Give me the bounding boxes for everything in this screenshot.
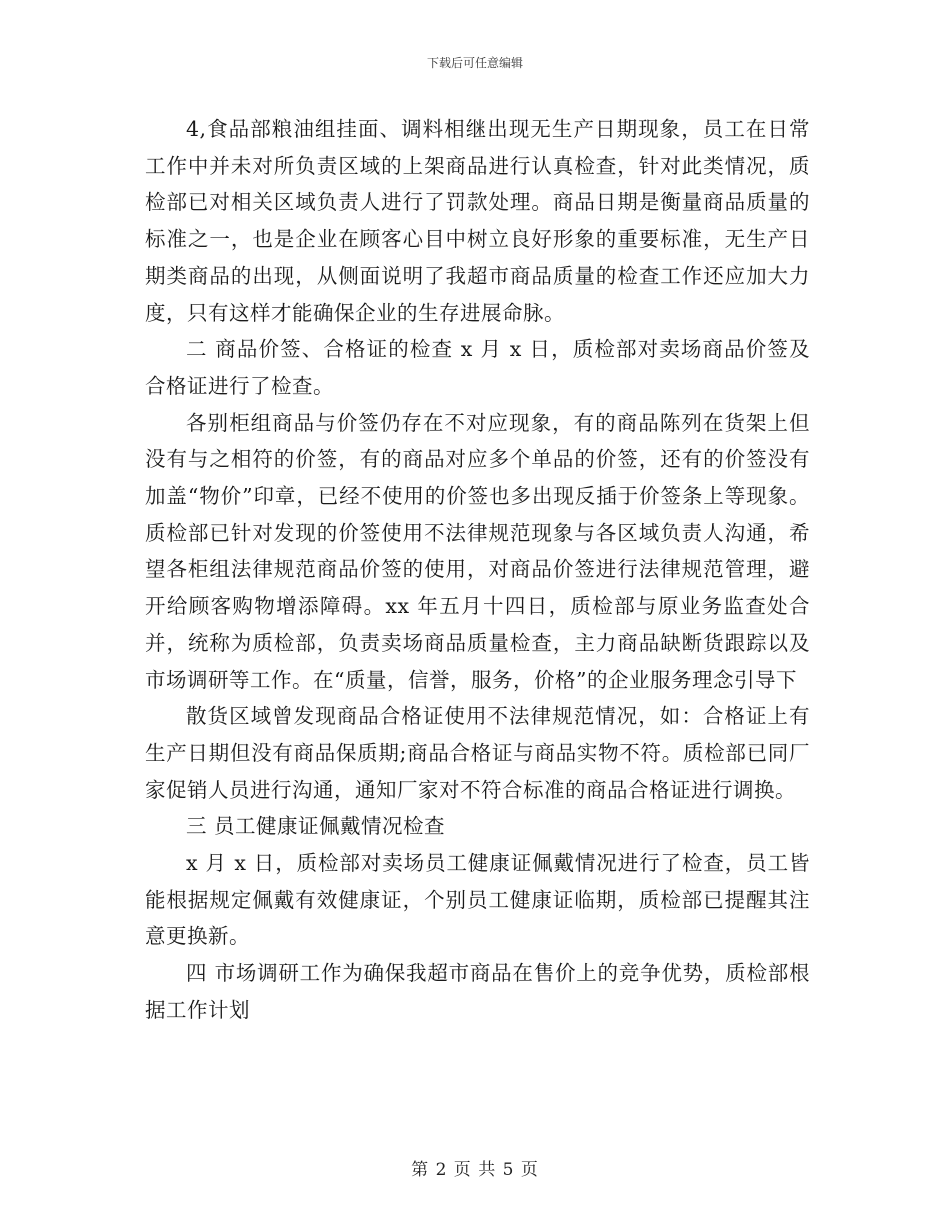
section-heading-price-tags: 二 商品价签、合格证的检查 x 月 x 日，质检部对卖场商品价签及合格证进行了检查。 [145, 337, 810, 398]
section-heading-market-research: 四 市场调研工作为确保我超市商品在售价上的竞争优势，质检部根据工作计划 [145, 961, 810, 1022]
paragraph-price-tag-findings: 各别柜组商品与价签仍存在不对应现象，有的商品陈列在货架上但没有与之相符的价签，有的商品对应多个单品的价签，还有的价签没有加盖“物价”印章，已经不使用的价签也多出现反插于价签条上等现象。质检部已针对发现的价签使用不法律规范现象与各区域负责人沟通，希望各柜组法律规范商品价签的使用，对商品价签进行法律规范管理，避开给顾客购物增添障碍。xx 年五月十四日，质检部与原业务监查处合并，统称为质检部，负责卖场商品质量检查，主力商品缺断货跟踪以及市场调研等工作。在“质量，信誉，服务，价格”的企业服务理念引导下 [145, 410, 810, 692]
page-number: 第 2 页 共 5 页 [411, 1160, 539, 1180]
section-heading-health-cert: 三 员工健康证佩戴情况检查 [186, 814, 446, 839]
paragraph-item-4: 4,食品部粮油组挂面、调料相继出现无生产日期现象，员工在日常工作中并未对所负责区域的上架商品进行认真检查，针对此类情况，质检部已对相关区域负责人进行了罚款处理。商品日期是衡量商品质量的标准之一，也是企业在顾客心目中树立良好形象的重要标准，无生产日期类商品的出现，从侧面说明了我超市商品质量的检查工作还应加大力度，只有这样才能确保企业的生存进展命脉。 [145, 117, 810, 325]
paragraph-certificate-findings: 散货区域曾发现商品合格证使用不法律规范情况，如：合格证上有生产日期但没有商品保质期;商品合格证与商品实物不符。质检部已同厂家促销人员进行沟通，通知厂家对不符合标准的商品合格证进行调换。 [145, 704, 810, 802]
paragraph-health-cert: x 月 x 日，质检部对卖场员工健康证佩戴情况进行了检查，员工皆能根据规定佩戴有效健康证，个别员工健康证临期，质检部已提醒其注意更换新。 [145, 851, 810, 949]
header-note: 下载后可任意编辑 [426, 56, 523, 70]
document-body [145, 111, 810, 1029]
